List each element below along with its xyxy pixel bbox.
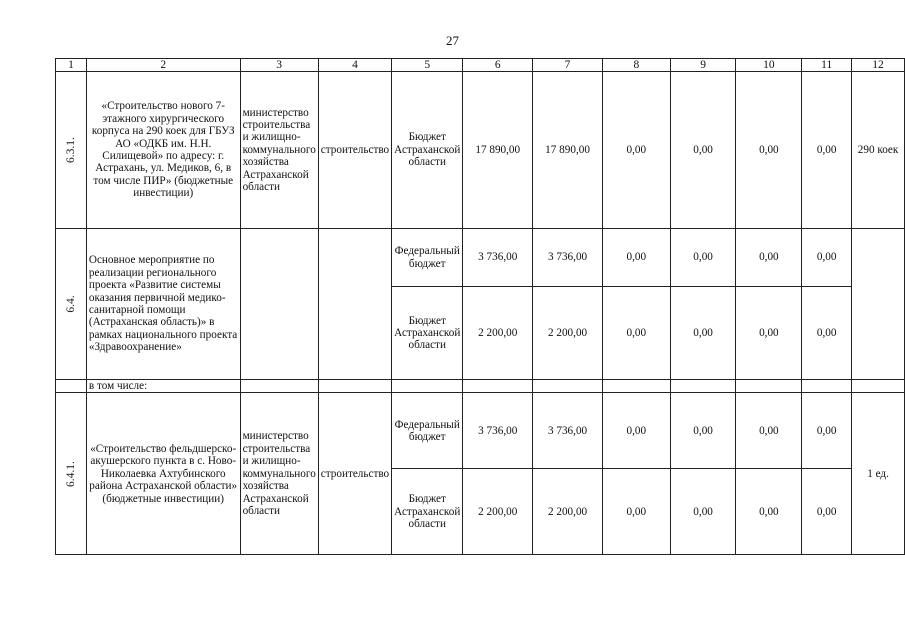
table-row: [56, 72, 905, 229]
row-number: 6.3.1.: [56, 72, 87, 229]
column-header: 7: [533, 59, 603, 72]
empty-cell: [736, 380, 802, 393]
empty-cell: [533, 380, 603, 393]
amount-col10: 0,00: [736, 393, 802, 469]
amount-col7: 3 736,00: [533, 393, 603, 469]
measure-name: Основное мероприятие по реализации регионального проекта «Развитие системы оказания первичной медико-санитарной помощи (Астраханская область)» в рамках национального проекта «Здравоохранение»: [86, 229, 240, 380]
row-number: [56, 380, 87, 393]
direction: [318, 229, 391, 380]
subtotal-label: в том числе:: [86, 380, 240, 393]
column-number-row: [56, 59, 905, 72]
column-header: 1: [56, 59, 87, 72]
empty-cell: [802, 380, 852, 393]
funding-source: Бюджет Астраханской области: [392, 72, 463, 229]
amount-col10: 0,00: [736, 229, 802, 287]
empty-cell: [670, 380, 736, 393]
amount-col9: 0,00: [670, 229, 736, 287]
executor: министерство строительства и жилищно-коммунального хозяйства Астраханской области: [240, 72, 318, 229]
executor: министерство строительства и жилищно-коммунального хозяйства Астраханской области: [240, 393, 318, 555]
table-row: [56, 229, 905, 287]
column-header: 5: [392, 59, 463, 72]
amount-col10: 0,00: [736, 287, 802, 380]
amount-col7: 17 890,00: [533, 72, 603, 229]
empty-cell: [602, 380, 670, 393]
column-header: 6: [463, 59, 533, 72]
measure-name: «Строительство нового 7-этажного хирургического корпуса на 290 коек для ГБУЗ АО «ОДКБ им. Н.Н. Силищевой» по адресу: г. Астрахань, ул. Медиков, 6, в том числе ПИР» (бюджетные инвестиции): [86, 72, 240, 229]
amount-col7: 3 736,00: [533, 229, 603, 287]
amount-total: 3 736,00: [463, 393, 533, 469]
executor: [240, 229, 318, 380]
amount-total: 2 200,00: [463, 287, 533, 380]
funding-source: Федеральный бюджет: [392, 393, 463, 469]
amount-col9: 0,00: [670, 393, 736, 469]
amount-total: 3 736,00: [463, 229, 533, 287]
column-header: 8: [602, 59, 670, 72]
program-table: [55, 58, 905, 555]
column-header: 9: [670, 59, 736, 72]
amount-col9: 0,00: [670, 287, 736, 380]
amount-col8: 0,00: [602, 469, 670, 555]
empty-cell: [463, 380, 533, 393]
amount-col7: 2 200,00: [533, 469, 603, 555]
amount-col8: 0,00: [602, 229, 670, 287]
empty-cell: [852, 380, 905, 393]
amount-col7: 2 200,00: [533, 287, 603, 380]
amount-col10: 0,00: [736, 72, 802, 229]
amount-col11: 0,00: [802, 393, 852, 469]
amount-col11: 0,00: [802, 72, 852, 229]
funding-source: Бюджет Астраханской области: [392, 469, 463, 555]
column-header: 3: [240, 59, 318, 72]
row-number: 6.4.1.: [56, 393, 87, 555]
amount-total: 2 200,00: [463, 469, 533, 555]
amount-col8: 0,00: [602, 393, 670, 469]
column-header: 2: [86, 59, 240, 72]
amount-total: 17 890,00: [463, 72, 533, 229]
column-header: 10: [736, 59, 802, 72]
funding-source: Бюджет Астраханской области: [392, 287, 463, 380]
amount-col9: 0,00: [670, 72, 736, 229]
measure-name: «Строительство фельдшерско-акушерского пункта в с. Ново-Николаевка Ахтубинского района Астраханской области» (бюджетные инвестиции): [86, 393, 240, 555]
table-row: [56, 393, 905, 469]
empty-cell: [318, 380, 391, 393]
result-indicator: 1 ед.: [852, 393, 905, 555]
row-number: 6.4.: [56, 229, 87, 380]
empty-cell: [240, 380, 318, 393]
table-row: [56, 380, 905, 393]
amount-col8: 0,00: [602, 287, 670, 380]
amount-col10: 0,00: [736, 469, 802, 555]
page-number: 27: [446, 33, 459, 48]
column-header: 11: [802, 59, 852, 72]
amount-col9: 0,00: [670, 469, 736, 555]
direction: строительство: [318, 72, 391, 229]
amount-col11: 0,00: [802, 469, 852, 555]
result-indicator: [852, 229, 905, 380]
amount-col8: 0,00: [602, 72, 670, 229]
direction: строительство: [318, 393, 391, 555]
amount-col11: 0,00: [802, 229, 852, 287]
funding-source: Федеральный бюджет: [392, 229, 463, 287]
column-header: 12: [852, 59, 905, 72]
column-header: 4: [318, 59, 391, 72]
empty-cell: [392, 380, 463, 393]
amount-col11: 0,00: [802, 287, 852, 380]
result-indicator: 290 коек: [852, 72, 905, 229]
